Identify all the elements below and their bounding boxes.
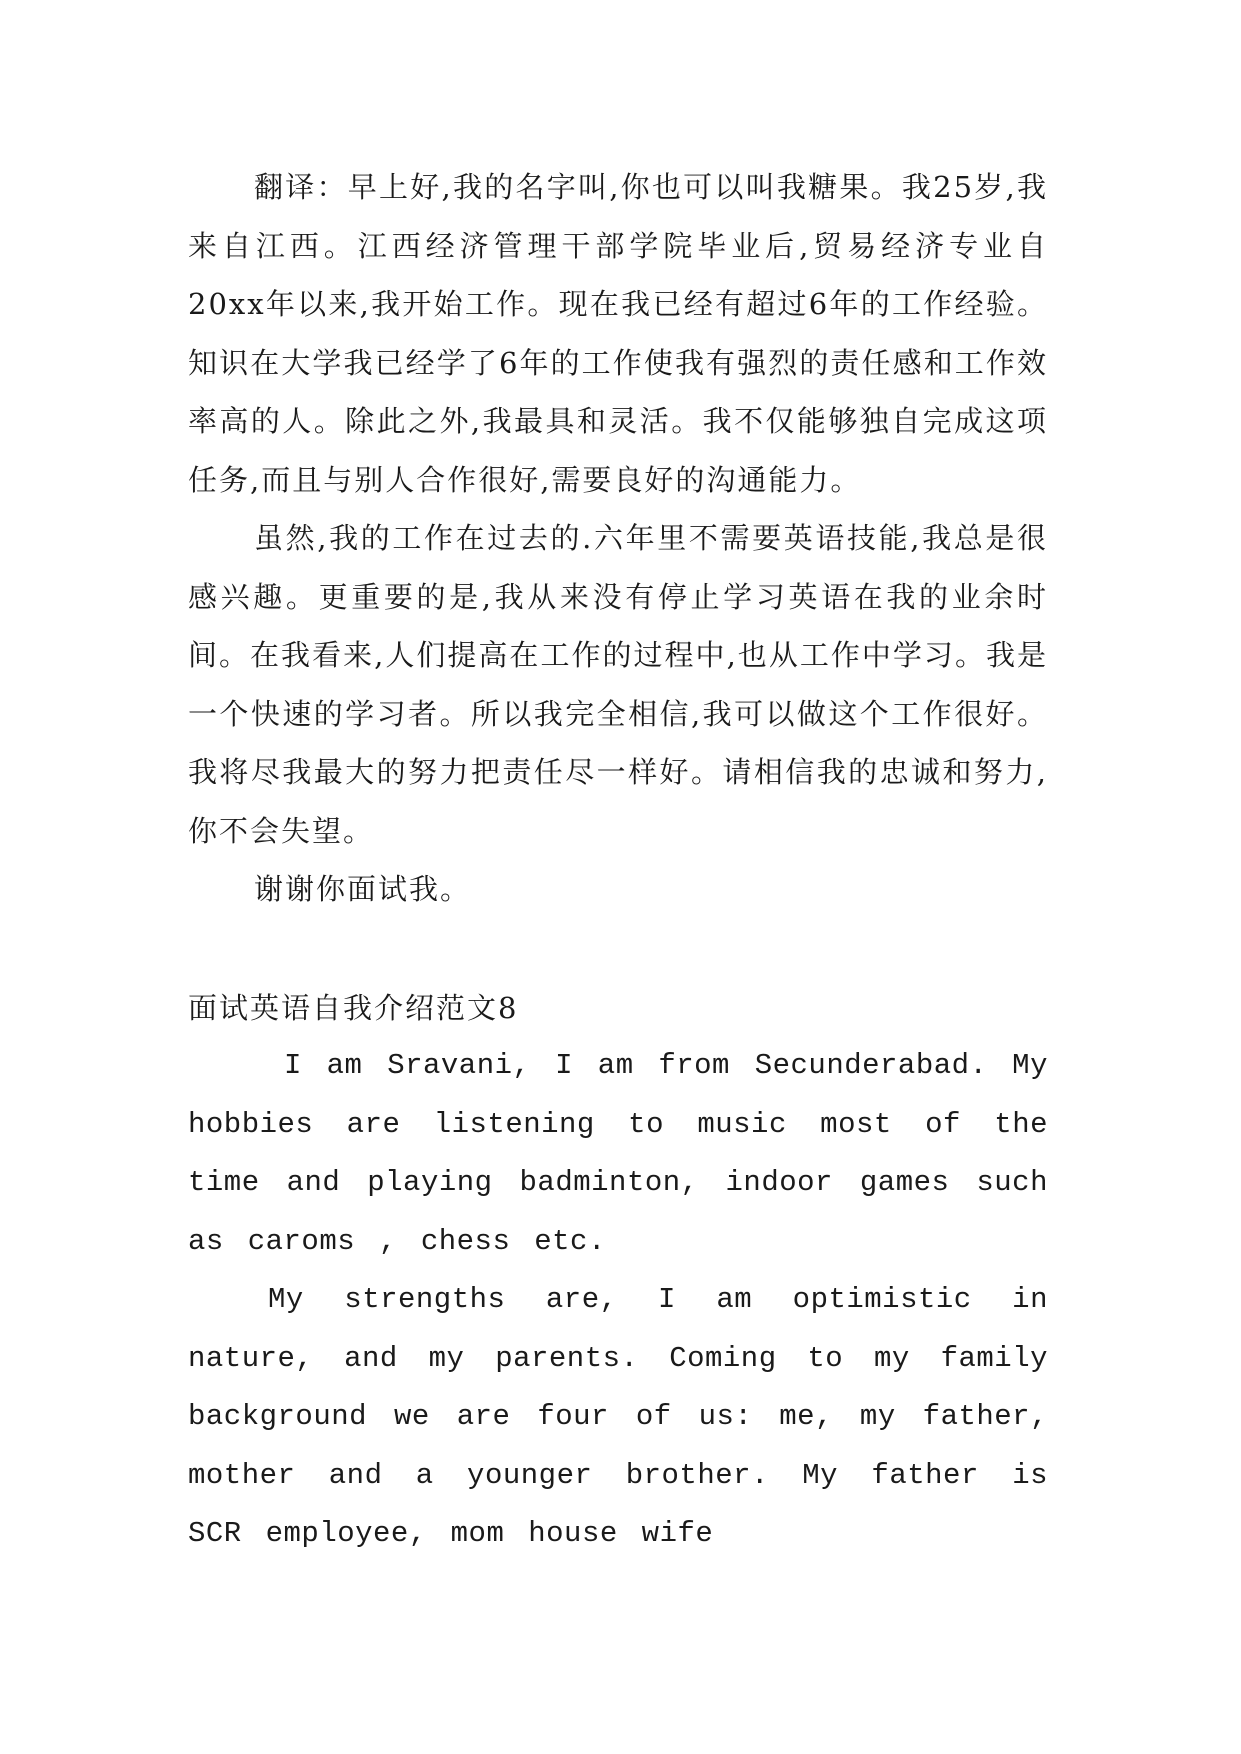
english-paragraph-1: I am Sravani, I am from Secunderabad. My hobbies are listening to music most of the time and playing badminton, indoor games such as caroms , chess etc.	[188, 1049, 1048, 1258]
section-heading: 面试英语自我介绍范文8	[188, 990, 519, 1025]
translation-paragraph-3: 谢谢你面试我。	[254, 872, 472, 906]
english-paragraph-2: My strengths are, I am optimistic in nature, and my parents. Coming to my family background we are four of us: me, my father, mother and a younger brother. My father is SCR employee, mom house wife	[188, 1283, 1048, 1550]
translation-paragraph-2: 虽然,我的工作在过去的.六年里不需要英语技能,我总是很感兴趣。更重要的是,我从来没有停止学习英语在我的业余时间。在我看来,人们提高在工作的过程中,也从工作中学习。我是一个快速的学习者。所以我完全相信,我可以做这个工作很好。我将尽我最大的努力把责任尽一样好。请相信我的忠诚和努力,你不会失望。	[188, 521, 1048, 848]
translation-paragraph-1: 翻译：早上好,我的名字叫,你也可以叫我糖果。我25岁,我来自江西。江西经济管理干部学院毕业后,贸易经济专业自20xx年以来,我开始工作。现在我已经有超过6年的工作经验。知识在大学我已经学了6年的工作使我有强烈的责任感和工作效率高的人。除此之外,我最具和灵活。我不仅能够独自完成这项任务,而且与别人合作很好,需要良好的沟通能力。	[188, 170, 1048, 497]
document-body	[188, 158, 1048, 1564]
